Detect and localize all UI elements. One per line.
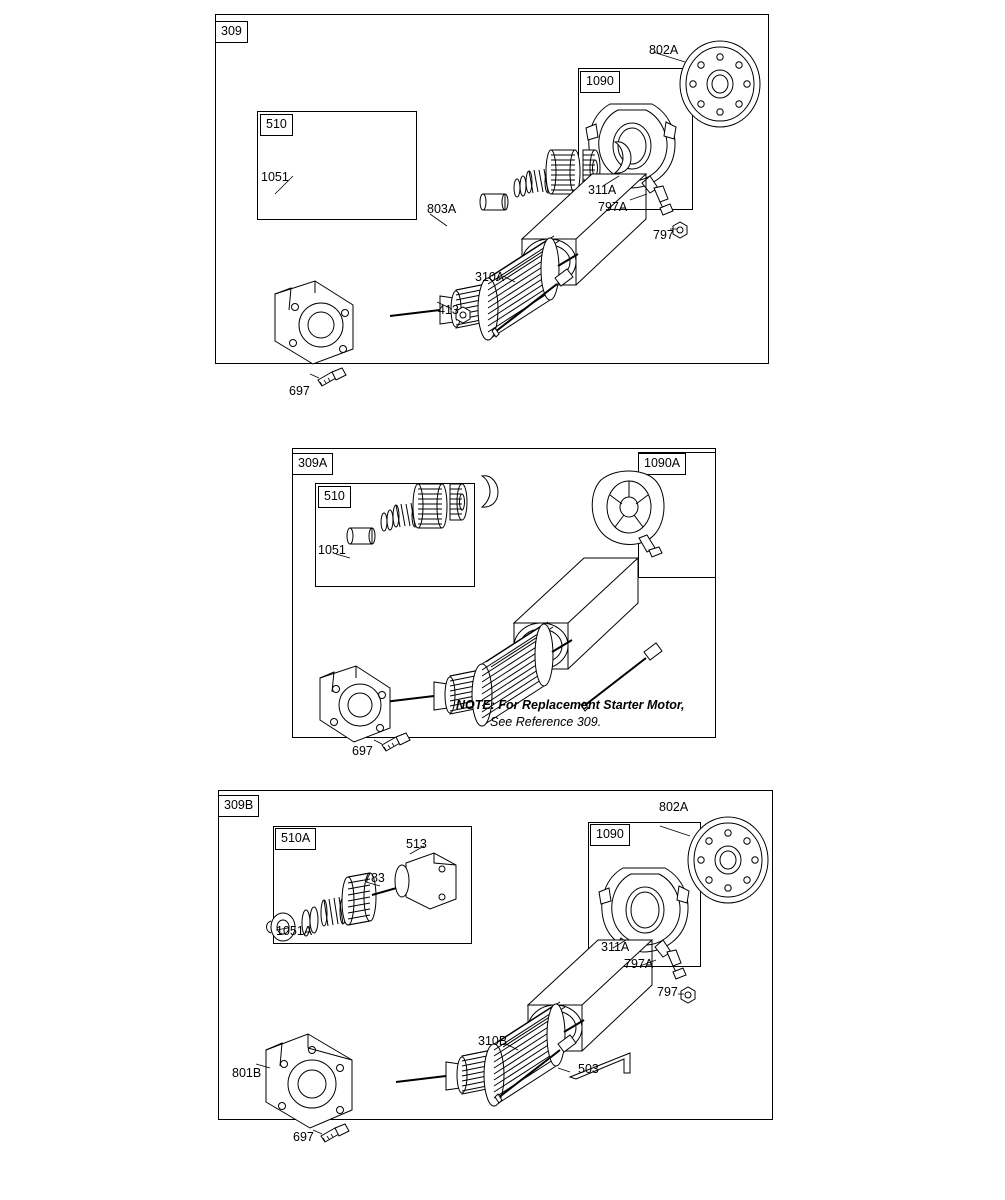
callout-311A: 311A [588,183,617,197]
subpanel-ref-1090-label: 1090 [580,71,620,93]
panel-309-artwork [215,14,775,414]
callout-697-a: 697 [352,744,373,758]
note-line-2: See Reference 309. [490,714,602,729]
subpanel-ref-510A: 510A [275,828,316,850]
callout-803A: 803A [427,202,457,216]
callout-310A: 310A [475,270,505,284]
callout-1051-a: 1051 [318,543,346,557]
callout-801B: 801B [232,1066,262,1080]
note-line-1: NOTE: For Replacement Starter Motor, [456,698,685,712]
callout-413: 413 [438,303,459,317]
callout-1051A: 1051A [276,924,313,938]
callout-797-b: 797 [657,985,678,999]
callout-802A: 802A [649,43,679,57]
subpanel-ref-1090-b: 1090 [590,824,630,846]
callout-797: 797 [653,228,674,242]
panel-ref-309: 309 [215,21,248,43]
panel-309B-artwork [218,790,778,1160]
panel-ref-309B: 309B [218,795,259,817]
callout-310B: 310B [478,1034,508,1048]
replacement-note [456,697,685,731]
callout-797A: 797A [598,200,628,214]
subpanel-ref-1090A: 1090A [638,453,686,475]
callout-311A-b: 311A [601,940,630,954]
callout-783: 783 [364,871,385,885]
subpanel-ref-510-a: 510 [318,486,351,508]
subpanel-ref-510: 510 [260,114,293,136]
callout-797A-b: 797A [624,957,654,971]
callout-697: 697 [289,384,310,398]
callout-802A-b: 802A [659,800,689,814]
callout-503: 503 [578,1062,599,1076]
callout-1051: 1051 [261,170,289,184]
callout-513: 513 [406,837,427,851]
panel-ref-309A: 309A [292,453,333,475]
callout-697-b: 697 [293,1130,314,1144]
